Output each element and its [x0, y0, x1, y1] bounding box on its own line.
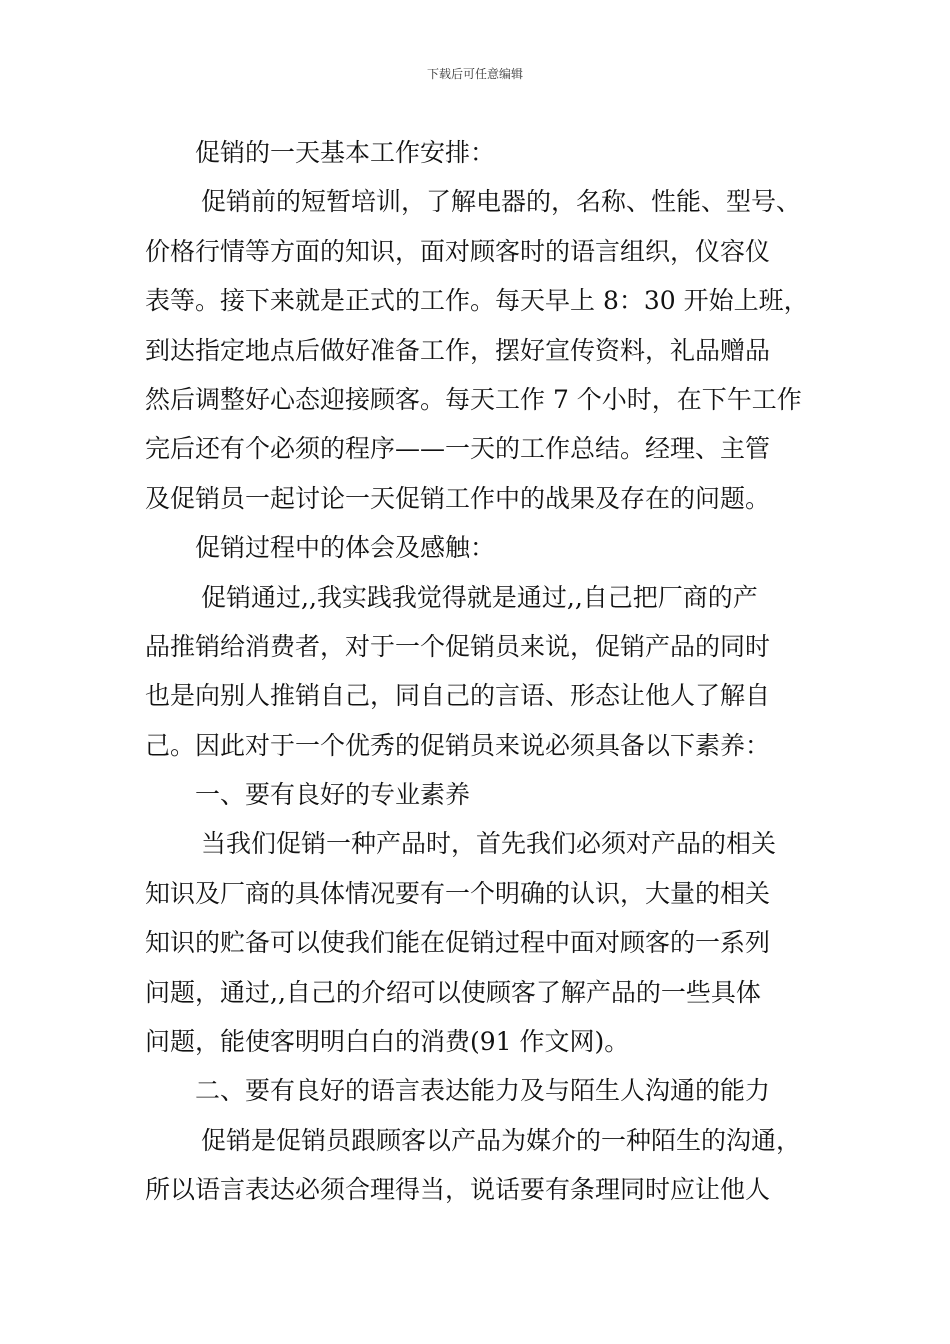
paragraph-line: 当我们促销一种产品时，首先我们必须对产品的相关: [201, 829, 777, 859]
page-header-note: 下载后可任意编辑: [426, 67, 523, 81]
paragraph-line: 知识及厂商的具体情况要有一个明确的认识，大量的相关: [145, 878, 771, 908]
paragraph-line: 促销前的短暂培训，了解电器的，名称、性能、型号、: [201, 187, 802, 217]
paragraph-line: 品推销给消费者，对于一个促销员来说，促销产品的同时: [145, 631, 771, 661]
section-heading: 促销过程中的体会及感触：: [195, 533, 496, 563]
paragraph-line: 促销是促销员跟顾客以产品为媒介的一种陌生的沟通，: [201, 1125, 802, 1155]
paragraph-line: 己。因此对于一个优秀的促销员来说必须具备以下素养：: [145, 730, 771, 760]
paragraph-line: 到达指定地点后做好准备工作，摆好宣传资料，礼品赠品: [145, 335, 771, 365]
paragraph-line: 完后还有个必须的程序——一天的工作总结。经理、主管: [145, 434, 771, 464]
paragraph-line: 价格行情等方面的知识，面对顾客时的语言组织，仪容仪: [145, 236, 771, 266]
paragraph-line: 所以语言表达必须合理得当，说话要有条理同时应让他人: [145, 1175, 771, 1205]
paragraph-line: 问题，能使客明明白白的消费(91 作文网)。: [145, 1027, 630, 1057]
paragraph-line: 然后调整好心态迎接顾客。每天工作 7 个小时，在下午工作: [145, 384, 802, 414]
section-heading: 二、要有良好的语言表达能力及与陌生人沟通的能力: [195, 1076, 771, 1106]
section-heading: 促销的一天基本工作安排：: [195, 138, 496, 167]
paragraph-line: 问题，通过,,自己的介绍可以使顾客了解产品的一些具体: [145, 977, 761, 1007]
document-body: [145, 128, 825, 1215]
paragraph-line: 表等。接下来就是正式的工作。每天早上 8：30 开始上班，: [145, 286, 809, 316]
paragraph-line: 及促销员一起讨论一天促销工作中的战果及存在的问题。: [145, 483, 771, 513]
paragraph-line: 知识的贮备可以使我们能在促销过程中面对顾客的一系列: [145, 928, 771, 958]
paragraph-line: 促销通过,,我实践我觉得就是通过,,自己把厂商的产: [201, 582, 758, 612]
section-heading: 一、要有良好的专业素养: [195, 780, 471, 810]
paragraph-line: 也是向别人推销自己，同自己的言语、形态让他人了解自: [145, 681, 771, 711]
